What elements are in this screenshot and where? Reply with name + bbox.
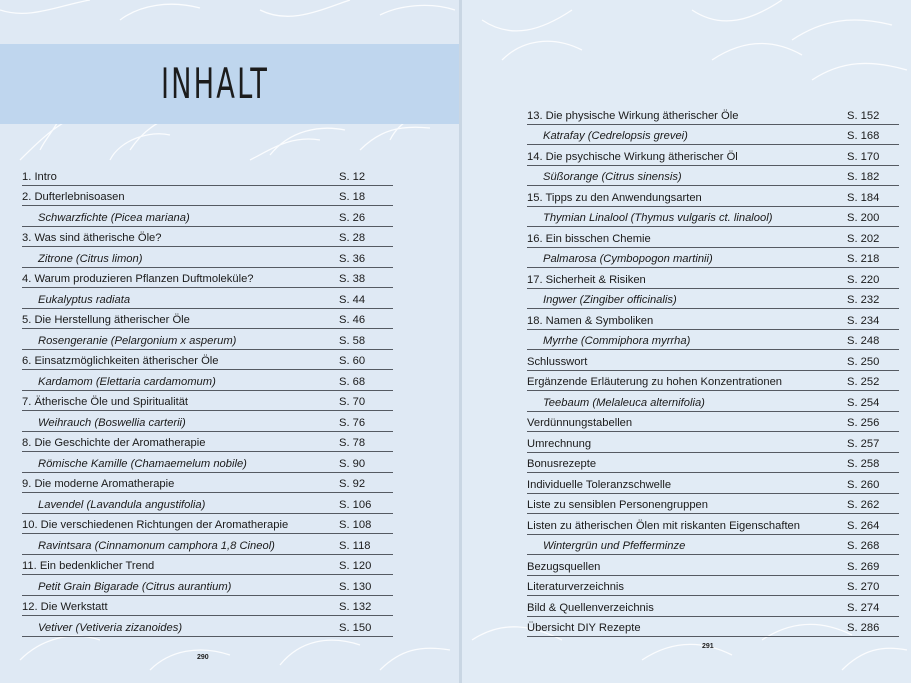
toc-entry-page: S. 28 (339, 232, 366, 244)
toc-entry-page: S. 46 (339, 314, 366, 326)
toc-entry-title: 10. Die verschiedenen Richtungen der Aromatherapie (22, 519, 289, 531)
toc-entry-chapter (527, 514, 899, 535)
toc-entry-title: Umrechnung (527, 437, 592, 450)
toc-entry-page: S. 36 (339, 252, 366, 265)
toc-entry-essential-oil (22, 247, 393, 268)
toc-entry-page: S. 252 (847, 376, 880, 388)
toc-entry-chapter (527, 617, 899, 638)
toc-entry-essential-oil (22, 616, 393, 637)
toc-entry-page: S. 106 (339, 498, 372, 511)
toc-entry-chapter (527, 186, 899, 207)
toc-entry-title: 16. Ein bisschen Chemie (527, 232, 651, 245)
toc-entry-page: S. 168 (847, 130, 880, 142)
toc-entry-chapter (527, 350, 899, 371)
toc-entry-page: S. 18 (339, 191, 366, 203)
toc-entry-page: S. 44 (339, 293, 366, 306)
toc-entry-page: S. 38 (339, 273, 366, 285)
toc-entry-essential-oil (22, 288, 393, 309)
toc-entry-title: Petit Grain Bigarade (Citrus aurantium) (38, 580, 232, 593)
toc-entry-chapter (527, 145, 899, 166)
toc-entry-title: 6. Einsatzmöglichkeiten ätherischer Öle (22, 355, 219, 367)
toc-list-right (527, 104, 899, 637)
toc-entry-page: S. 257 (847, 437, 880, 450)
toc-entry-page: S. 234 (847, 314, 880, 327)
toc-entry-essential-oil (22, 370, 393, 391)
toc-entry-essential-oil (22, 206, 393, 227)
toc-entry-chapter (22, 227, 393, 248)
toc-entry-title: Ergänzende Erläuterung zu hohen Konzentrationen (527, 376, 783, 388)
toc-entry-title: 18. Namen & Symboliken (527, 314, 654, 327)
toc-entry-essential-oil (22, 575, 393, 596)
toc-entry-title: 7. Ätherische Öle und Spiritualität (22, 396, 189, 408)
toc-entry-page: S. 286 (847, 622, 880, 634)
page-number-left: 290 (197, 654, 209, 661)
toc-entry-page: S. 150 (339, 621, 372, 634)
toc-entry-chapter (527, 309, 899, 330)
toc-entry-chapter (527, 268, 899, 289)
toc-entry-title: 1. Intro (22, 170, 57, 183)
toc-entry-title: Bild & Quellenverzeichnis (527, 601, 654, 614)
toc-entry-title: Bezugsquellen (527, 560, 601, 573)
toc-entry-title: Individuelle Toleranzschwelle (527, 478, 672, 491)
toc-entry-page: S. 92 (339, 478, 366, 490)
toc-entry-chapter (527, 555, 899, 576)
toc-entry-page: S. 250 (847, 355, 880, 368)
toc-entry-title: Teebaum (Melaleuca alternifolia) (543, 396, 705, 409)
toc-entry-page: S. 269 (847, 560, 880, 573)
toc-entry-title: Ingwer (Zingiber officinalis) (543, 294, 677, 306)
toc-entry-title: Schlusswort (527, 355, 588, 368)
toc-entry-chapter (22, 165, 393, 186)
toc-entry-title: 12. Die Werkstatt (22, 601, 108, 613)
toc-entry-title: 15. Tipps zu den Anwendungsarten (527, 191, 702, 204)
toc-entry-title: 5. Die Herstellung ätherischer Öle (22, 314, 190, 326)
toc-entry-page: S. 68 (339, 375, 366, 388)
toc-entry-chapter (527, 494, 899, 515)
toc-entry-essential-oil (527, 289, 899, 310)
toc-entry-chapter (527, 371, 899, 392)
toc-entry-essential-oil (527, 166, 899, 187)
toc-entry-chapter (22, 268, 393, 289)
toc-entry-page: S. 254 (847, 396, 880, 409)
toc-entry-title: 2. Dufterlebnisoasen (22, 191, 125, 203)
toc-entry-page: S. 268 (847, 540, 880, 552)
toc-entry-essential-oil (22, 534, 393, 555)
toc-entry-page: S. 12 (339, 170, 366, 183)
toc-entry-title: 3. Was sind ätherische Öle? (22, 232, 162, 244)
toc-entry-chapter (527, 412, 899, 433)
toc-entry-essential-oil (527, 248, 899, 269)
toc-entry-chapter (527, 432, 899, 453)
toc-entry-essential-oil (22, 411, 393, 432)
toc-list-left (22, 165, 393, 637)
toc-entry-title: Thymian Linalool (Thymus vulgaris ct. linalool) (543, 212, 773, 224)
toc-entry-title: 4. Warum produzieren Pflanzen Duftmoleküle? (22, 273, 254, 285)
toc-entry-page: S. 70 (339, 396, 366, 408)
toc-entry-title: Lavendel (Lavandula angustifolia) (38, 498, 206, 511)
toc-entry-page: S. 256 (847, 417, 880, 429)
toc-entry-title: Verdünnungstabellen (527, 417, 633, 429)
toc-entry-essential-oil (22, 329, 393, 350)
toc-entry-title: Literaturverzeichnis (527, 581, 625, 593)
toc-entry-chapter (22, 514, 393, 535)
toc-entry-page: S. 232 (847, 294, 880, 306)
toc-entry-page: S. 202 (847, 232, 880, 245)
toc-entry-title: Schwarzfichte (Picea mariana) (38, 211, 190, 224)
toc-entry-title: Katrafay (Cedrelopsis grevei) (543, 130, 688, 142)
page-title: INHALT (161, 59, 269, 108)
toc-entry-title: Zitrone (Citrus limon) (38, 252, 143, 265)
toc-entry-title: 8. Die Geschichte der Aromatherapie (22, 437, 206, 449)
toc-entry-page: S. 270 (847, 581, 880, 593)
toc-entry-page: S. 108 (339, 519, 372, 531)
toc-entry-chapter (527, 576, 899, 597)
toc-entry-page: S. 76 (339, 416, 366, 429)
toc-entry-title: Bonusrezepte (527, 458, 597, 470)
toc-entry-title: Süßorange (Citrus sinensis) (543, 171, 682, 183)
toc-entry-chapter (22, 596, 393, 617)
toc-entry-title: Ravintsara (Cinnamonum camphora 1,8 Cineol) (38, 539, 275, 552)
toc-entry-chapter (22, 473, 393, 494)
toc-entry-title: Vetiver (Vetiveria zizanoides) (38, 621, 183, 634)
toc-entry-chapter (22, 186, 393, 207)
toc-entry-chapter (527, 104, 899, 125)
toc-entry-page: S. 274 (847, 601, 880, 614)
toc-entry-title: Palmarosa (Cymbopogon martinii) (543, 253, 713, 265)
toc-entry-page: S. 60 (339, 355, 366, 367)
toc-entry-page: S. 220 (847, 273, 880, 286)
toc-entry-page: S. 258 (847, 458, 880, 470)
toc-entry-chapter (527, 596, 899, 617)
right-page (462, 0, 911, 683)
toc-entry-title: Wintergrün und Pfefferminze (543, 540, 686, 552)
toc-entry-page: S. 264 (847, 519, 880, 532)
toc-entry-chapter (22, 432, 393, 453)
toc-entry-title: Eukalyptus radiata (38, 293, 131, 306)
toc-entry-title: 17. Sicherheit & Risiken (527, 273, 646, 286)
toc-entry-page: S. 26 (339, 211, 366, 224)
toc-entry-chapter (22, 555, 393, 576)
toc-entry-page: S. 120 (339, 560, 372, 572)
toc-entry-title: Rosengeranie (Pelargonium x asperum) (38, 334, 237, 347)
toc-entry-page: S. 90 (339, 457, 366, 470)
toc-entry-essential-oil (527, 391, 899, 412)
toc-entry-chapter (527, 473, 899, 494)
toc-entry-essential-oil (22, 452, 393, 473)
toc-entry-page: S. 218 (847, 253, 880, 265)
toc-entry-page: S. 58 (339, 334, 366, 347)
toc-entry-essential-oil (527, 330, 899, 351)
toc-entry-chapter (22, 350, 393, 371)
toc-entry-title: 14. Die psychische Wirkung ätherischer Öl (527, 150, 738, 163)
toc-entry-title: Liste zu sensiblen Personengruppen (527, 499, 708, 511)
toc-entry-page: S. 170 (847, 150, 880, 163)
toc-entry-page: S. 262 (847, 499, 880, 511)
toc-entry-page: S. 248 (847, 335, 880, 347)
toc-entry-essential-oil (527, 125, 899, 146)
toc-entry-page: S. 200 (847, 212, 880, 224)
toc-entry-title: Myrrhe (Commiphora myrrha) (543, 335, 691, 347)
toc-entry-page: S. 118 (339, 539, 371, 552)
toc-entry-title: 13. Die physische Wirkung ätherischer Öle (527, 109, 739, 122)
toc-entry-title: Übersicht DIY Rezepte (527, 622, 641, 634)
toc-entry-title: 11. Ein bedenklicher Trend (22, 560, 155, 572)
toc-entry-chapter (22, 391, 393, 412)
toc-entry-title: Listen zu ätherischen Ölen mit riskanten Eigenschaften (527, 519, 801, 532)
toc-entry-page: S. 130 (339, 580, 372, 593)
toc-entry-title: Römische Kamille (Chamaemelum nobile) (38, 457, 247, 470)
toc-entry-essential-oil (527, 207, 899, 228)
toc-entry-page: S. 78 (339, 437, 366, 449)
toc-entry-title: Weihrauch (Boswellia carterii) (38, 416, 186, 429)
toc-entry-chapter (527, 227, 899, 248)
toc-entry-essential-oil (527, 535, 899, 556)
page-number-right: 291 (702, 643, 714, 650)
toc-entry-chapter (527, 453, 899, 474)
toc-entry-title: 9. Die moderne Aromatherapie (22, 478, 175, 490)
toc-entry-chapter (22, 309, 393, 330)
toc-entry-page: S. 182 (847, 171, 880, 183)
toc-entry-page: S. 260 (847, 478, 880, 491)
toc-entry-page: S. 132 (339, 601, 372, 613)
toc-entry-title: Kardamom (Elettaria cardamomum) (38, 375, 216, 388)
toc-entry-essential-oil (22, 493, 393, 514)
toc-entry-page: S. 152 (847, 109, 880, 122)
toc-entry-page: S. 184 (847, 191, 880, 204)
